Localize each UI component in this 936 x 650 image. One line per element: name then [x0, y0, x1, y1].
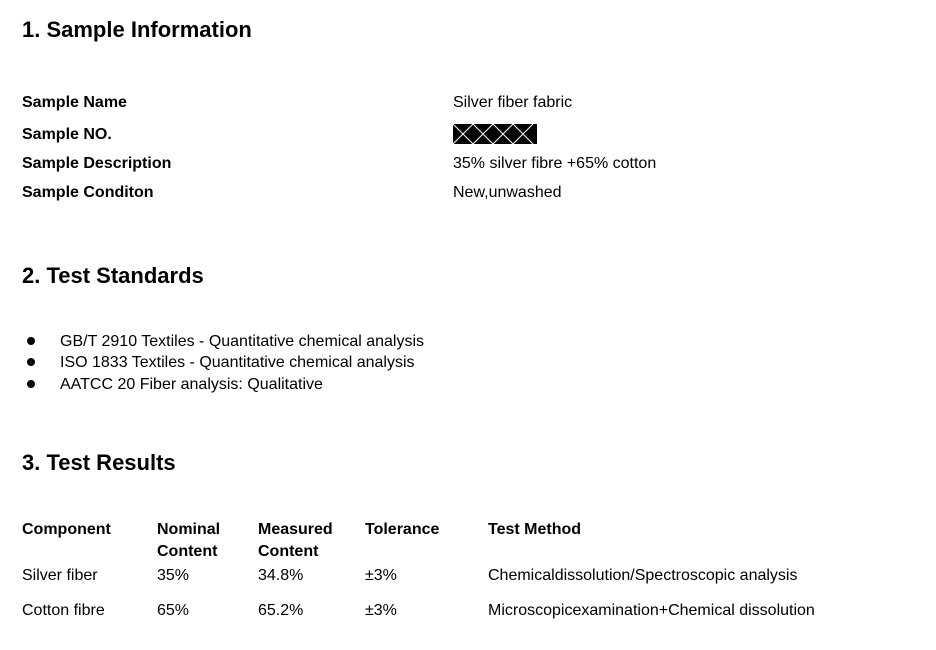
col-header-nominal-line2: Content — [157, 543, 218, 560]
sample-name-label: Sample Name — [22, 94, 127, 111]
table-cell-component: Silver fiber — [22, 567, 98, 584]
sample-description-label: Sample Description — [22, 155, 172, 172]
table-cell-nominal: 65% — [157, 602, 190, 619]
table-cell-tolerance: ±3% — [365, 602, 397, 619]
section-heading-test-standards: 2. Test Standards — [22, 263, 204, 288]
standard-item: ISO 1833 Textiles - Quantitative chemical analysis — [60, 354, 415, 371]
redacted-sample-number — [453, 124, 537, 144]
sample-name-value: Silver fiber fabric — [453, 94, 573, 111]
table-cell-nominal: 35% — [157, 567, 190, 584]
col-header-component: Component — [22, 521, 111, 538]
section-heading-test-results: 3. Test Results — [22, 450, 176, 475]
col-header-test-method: Test Method — [488, 521, 582, 538]
col-header-nominal — [157, 519, 220, 563]
sample-condition-value: New,unwashed — [453, 184, 562, 201]
sample-description-value: 35% silver fibre +65% cotton — [453, 155, 657, 172]
standard-item: AATCC 20 Fiber analysis: Qualitative — [60, 376, 323, 393]
col-header-measured-line2: Content — [258, 543, 319, 560]
sample-no-label: Sample NO. — [22, 126, 112, 143]
table-cell-measured: 65.2% — [258, 602, 304, 619]
standard-item: GB/T 2910 Textiles - Quantitative chemical analysis — [60, 333, 425, 350]
bullet-icon — [27, 380, 35, 388]
table-cell-measured: 34.8% — [258, 567, 304, 584]
col-header-nominal-line1: Nominal — [157, 521, 221, 538]
section-heading-sample-information: 1. Sample Information — [22, 17, 252, 42]
sample-condition-label: Sample Conditon — [22, 184, 154, 201]
col-header-measured — [258, 519, 333, 563]
table-cell-method: Chemicaldissolution/Spectroscopic analysis — [488, 567, 798, 584]
col-header-tolerance: Tolerance — [365, 521, 440, 538]
bullet-icon — [27, 358, 35, 366]
bullet-icon — [27, 337, 35, 345]
table-cell-component: Cotton fibre — [22, 602, 105, 619]
table-cell-tolerance: ±3% — [365, 567, 397, 584]
col-header-measured-line1: Measured — [258, 521, 333, 538]
table-cell-method: Microscopicexamination+Chemical dissolution — [488, 602, 815, 619]
